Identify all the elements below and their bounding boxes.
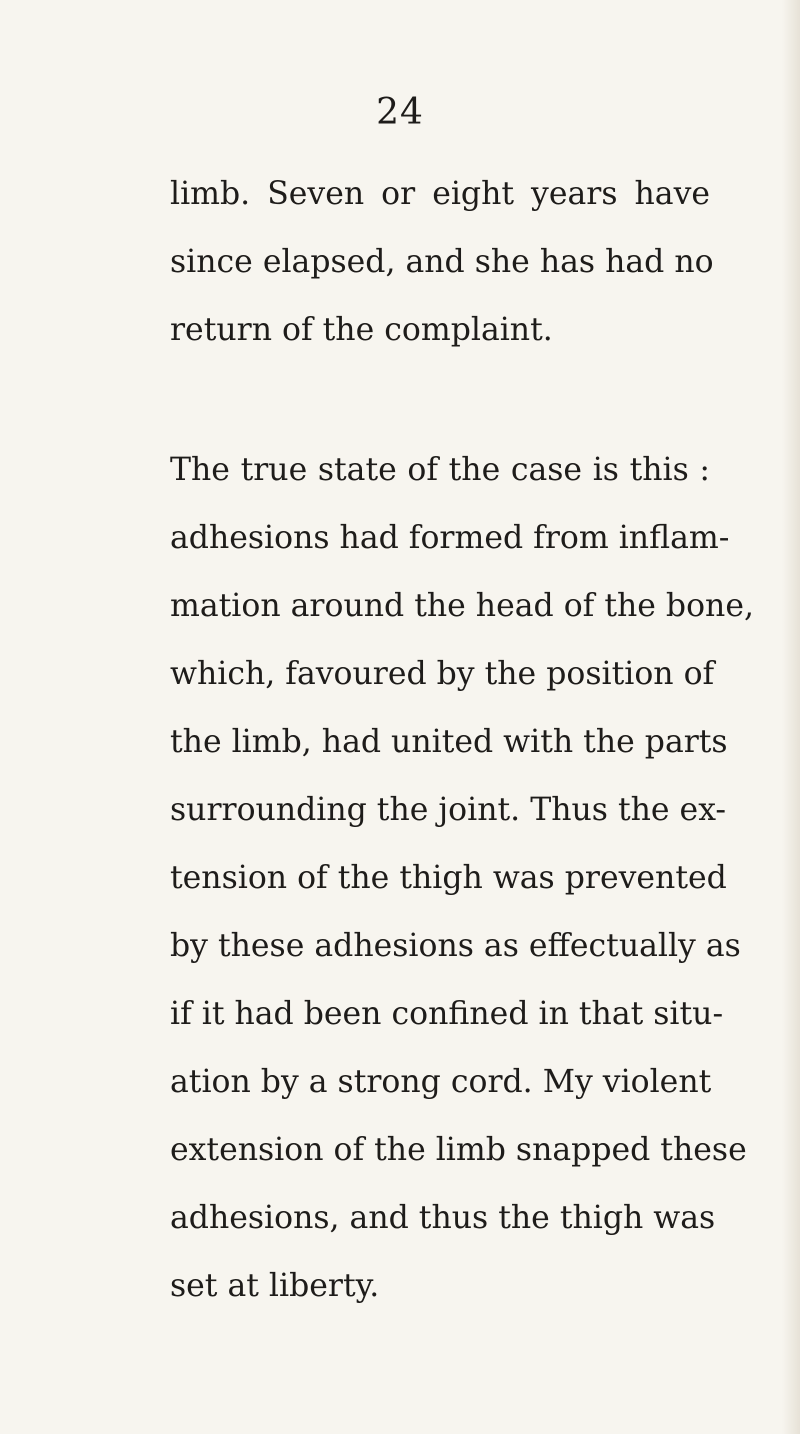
text-line: tension of the thigh was prevented xyxy=(170,860,727,896)
paragraph-2 xyxy=(170,436,754,1320)
text-line: which, favoured by the position of xyxy=(170,656,715,692)
text-line: if it had been confined in that situ- xyxy=(170,996,724,1032)
text-line: return of the complaint. xyxy=(170,312,553,348)
text-line: surrounding the joint. Thus the ex- xyxy=(170,792,727,828)
text-line: The true state of the case is this : xyxy=(170,452,710,488)
text-line: extension of the limb snapped these xyxy=(170,1132,747,1168)
text-line: since elapsed, and she has had no xyxy=(170,244,714,280)
text-line: set at liberty. xyxy=(170,1268,380,1304)
text-line: adhesions, and thus the thigh was xyxy=(170,1200,716,1236)
text-line: ation by a strong cord. My violent xyxy=(170,1064,712,1100)
page-edge-shadow xyxy=(782,0,800,1434)
text-line: the limb, had united with the parts xyxy=(170,724,728,760)
text-line: adhesions had formed from inflam- xyxy=(170,520,730,556)
page-number: 24 xyxy=(376,92,424,133)
paragraph-1 xyxy=(170,160,714,364)
text-line: mation around the head of the bone, xyxy=(170,588,754,624)
text-line: by these adhesions as effectually as xyxy=(170,928,741,964)
text-line: limb. Seven or eight years have xyxy=(170,176,710,212)
